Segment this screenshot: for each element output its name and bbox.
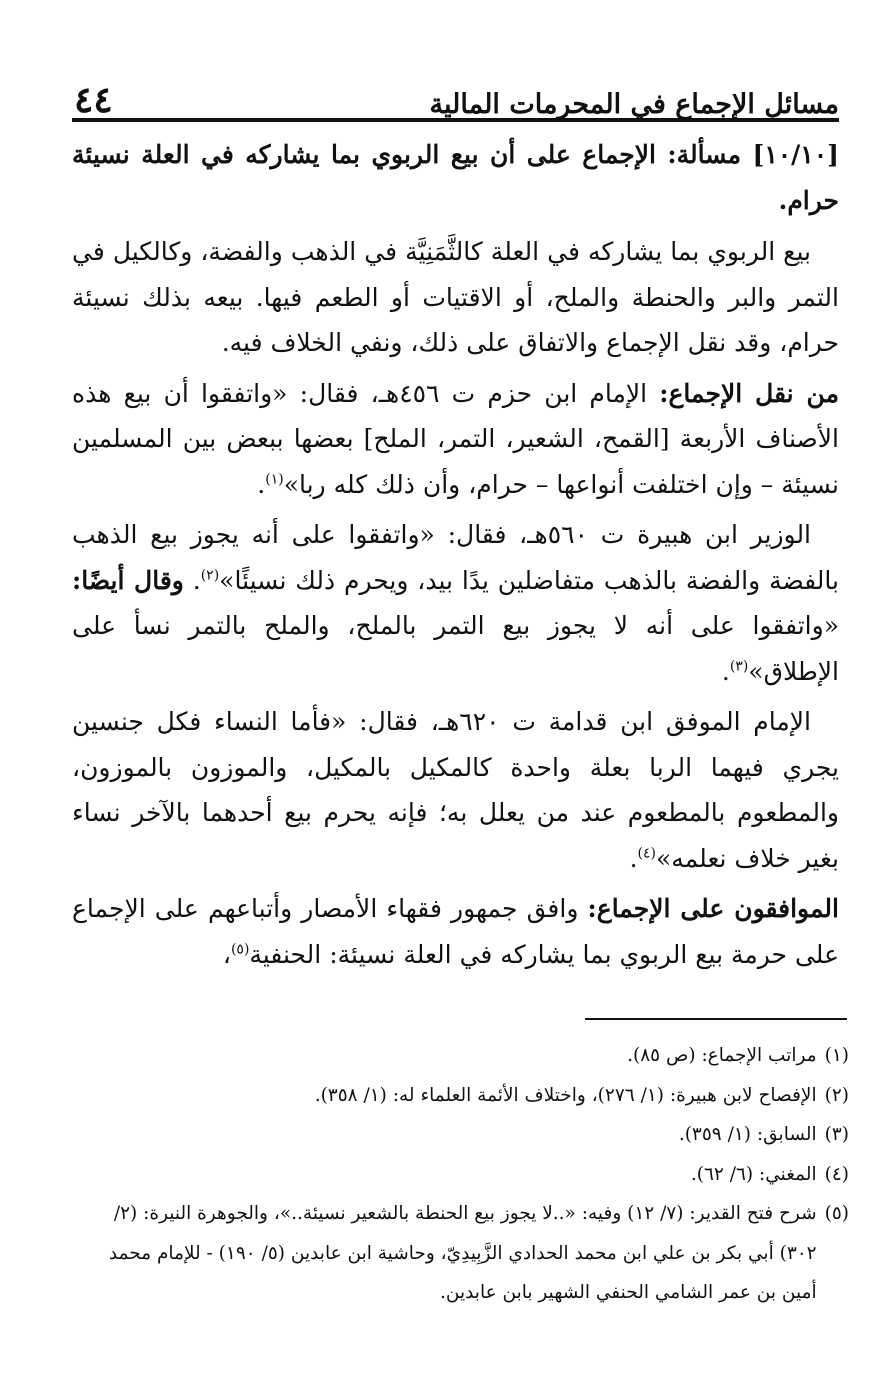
footnote-rule [585,1018,847,1020]
page-number: ٤٤ [74,79,113,121]
footnote-number: (١) [824,1045,849,1066]
intro-paragraph: بيع الربوي بما يشاركه في العلة كالثَّمَنِيَّة في الذهب والفضة، وكالكيل في التمر والبر والحنطة والملح، أو الاقتيات أو الطعم فيها. بيعه بذلك نسيئة حرام، وقد نقل الإجماع والاتفاق على ذلك، ونفي الخلاف فيه. [72,237,839,357]
agreeing-label: الموافقون على الإجماع: [587,894,839,923]
agreeing-paragraph: الموافقون على الإجماع: وافق جمهور فقهاء الأمصار وأتباعهم على الإجماع على حرمة بيع الربوي بما يشاركه في العلة نسيئة: الحنفية$^{(٥)}$، [72,894,839,969]
footnote-text: الإفصاح لابن هبيرة: (١/ ٢٧٦)، واختلاف الأئمة العلماء له: (١/ ٣٥٨). [314,1084,817,1106]
running-title: مسائل الإجماع في المحرمات المالية [429,89,839,120]
ibn-hubayra-quote: الوزير ابن هبيرة ت ٥٦٠هـ، فقال: «واتفقوا على أنه يجوز بيع الذهب بالفضة والفضة بالذهب متفاضلين يدًا بيد، ويحرم ذلك نسيئًا» [72,520,839,595]
footnote-ref-2[interactable]: (٢) [200,567,220,584]
footnote-number: (٢) [824,1084,849,1106]
issue-heading [72,132,839,223]
footnote-text: شرح فتح القدير: (٧/ ١٢) وفيه: «..لا يجوز بيع الحنطة بالشعير نسيئة..»، والجوهرة النيرة: (٢/ ٣٠٢) أبي بكر بن علي ابن محمد الحدادي الزَّبِيدِيّ، وحاشية ابن عابدين (٥/ ١٩٠) - للإمام محمد أمين بن عمر الشامي الحنفي الشهير بابن عابدين. [108,1203,817,1303]
issue-title: الإجماع على أن بيع الربوي بما يشاركه في العلة نسيئة حرام. [72,140,839,215]
footnote-ref-1[interactable]: (١) [265,471,284,488]
issue-label: مسألة: [667,140,741,169]
ibn-hubayra-quote-2: «واتفقوا على أنه لا يجوز بيع التمر بالملح، والملح بالتمر نسأ على الإطلاق» [72,611,839,686]
footnote-item [80,1115,849,1155]
footnote-item [80,1036,849,1076]
footnote-text: مراتب الإجماع: (ص ٨٥). [627,1045,817,1066]
footnote-number: (٥) [824,1203,849,1224]
ibn-qudama-quote: الإمام الموفق ابن قدامة ت ٦٢٠هـ، فقال: «فأما النساء فكل جنسين يجري فيهما الربا بعلة واحدة كالمكيل بالمكيل، والموزون بالموزون، والمطعوم بالمطعوم عند من يعلل به؛ فإنه يحرم بيع أحدهما بالآخر نساء بغير خلاف نعلمه» [72,707,839,873]
running-header [74,62,839,121]
footnote-ref-5[interactable]: (٥) [230,941,250,958]
footnote-text: المغني: (٦/ ٦٢). [690,1163,817,1185]
transmitters-label: من نقل الإجماع: [659,378,839,408]
footnote-ref-4[interactable]: (٤) [637,845,657,862]
ibn-hazm-quote: الإمام ابن حزم ت ٤٥٦هـ، فقال: «واتفقوا أن بيع هذه الأصناف الأربعة [القمح، الشعير، التمر، الملح] بعضها ببعض بين المسلمين نسيئة – وإن اختلفت أنواعها – حرام، وأن ذلك كله ربا» [72,378,839,499]
ibn-hazm-paragraph: من نقل الإجماع: الإمام ابن حزم ت ٤٥٦هـ، فقال: «واتفقوا أن بيع هذه الأصناف الأربعة [القمح، الشعير، التمر، الملح] بعضها ببعض بين المسلمين نسيئة – وإن اختلفت أنواعها – حرام، وأن ذلك كله ربا»$^{(١)}$. [72,378,839,499]
footnote-ref-3[interactable]: (٣) [729,658,749,675]
ibn-qudama-paragraph: الإمام الموفق ابن قدامة ت ٦٢٠هـ، فقال: «فأما النساء فكل جنسين يجري فيهما الربا بعلة واحدة كالمكيل بالمكيل، والموزون بالموزون، والمطعوم بالمطعوم عند من يعلل به؛ فإنه يحرم بيع أحدهما بالآخر نساء بغير خلاف نعلمه»$^{(٤)}$. [72,707,839,873]
footnote-item [80,1194,849,1313]
footnote-number: (٣) [824,1124,849,1145]
footnote-number: (٤) [824,1163,849,1185]
ibn-hubayra-paragraph: الوزير ابن هبيرة ت ٥٦٠هـ، فقال: «واتفقوا على أنه يجوز بيع الذهب بالفضة والفضة بالذهب متفاضلين يدًا بيد، ويحرم ذلك نسيئًا»$^{(٢)}$. وقال أيضًا: «واتفقوا على أنه لا يجوز بيع التمر بالملح، والملح بالتمر نسأ على الإطلاق»$^{(٣)}$. [72,520,839,686]
footnotes [80,1036,849,1313]
footnote-text: السابق: (١/ ٣٥٩). [678,1124,817,1145]
main-text [72,132,839,982]
agreeing-text: وافق جمهور فقهاء الأمصار وأتباعهم على الإجماع على حرمة بيع الربوي بما يشاركه في العلة نسيئة: الحنفية [72,894,839,969]
header-rule [72,118,839,122]
footnote-item [80,1076,849,1116]
also-label: وقال أيضًا: [72,565,184,595]
footnote-item [80,1155,849,1195]
issue-number: [١٠/١٠] [752,140,839,169]
